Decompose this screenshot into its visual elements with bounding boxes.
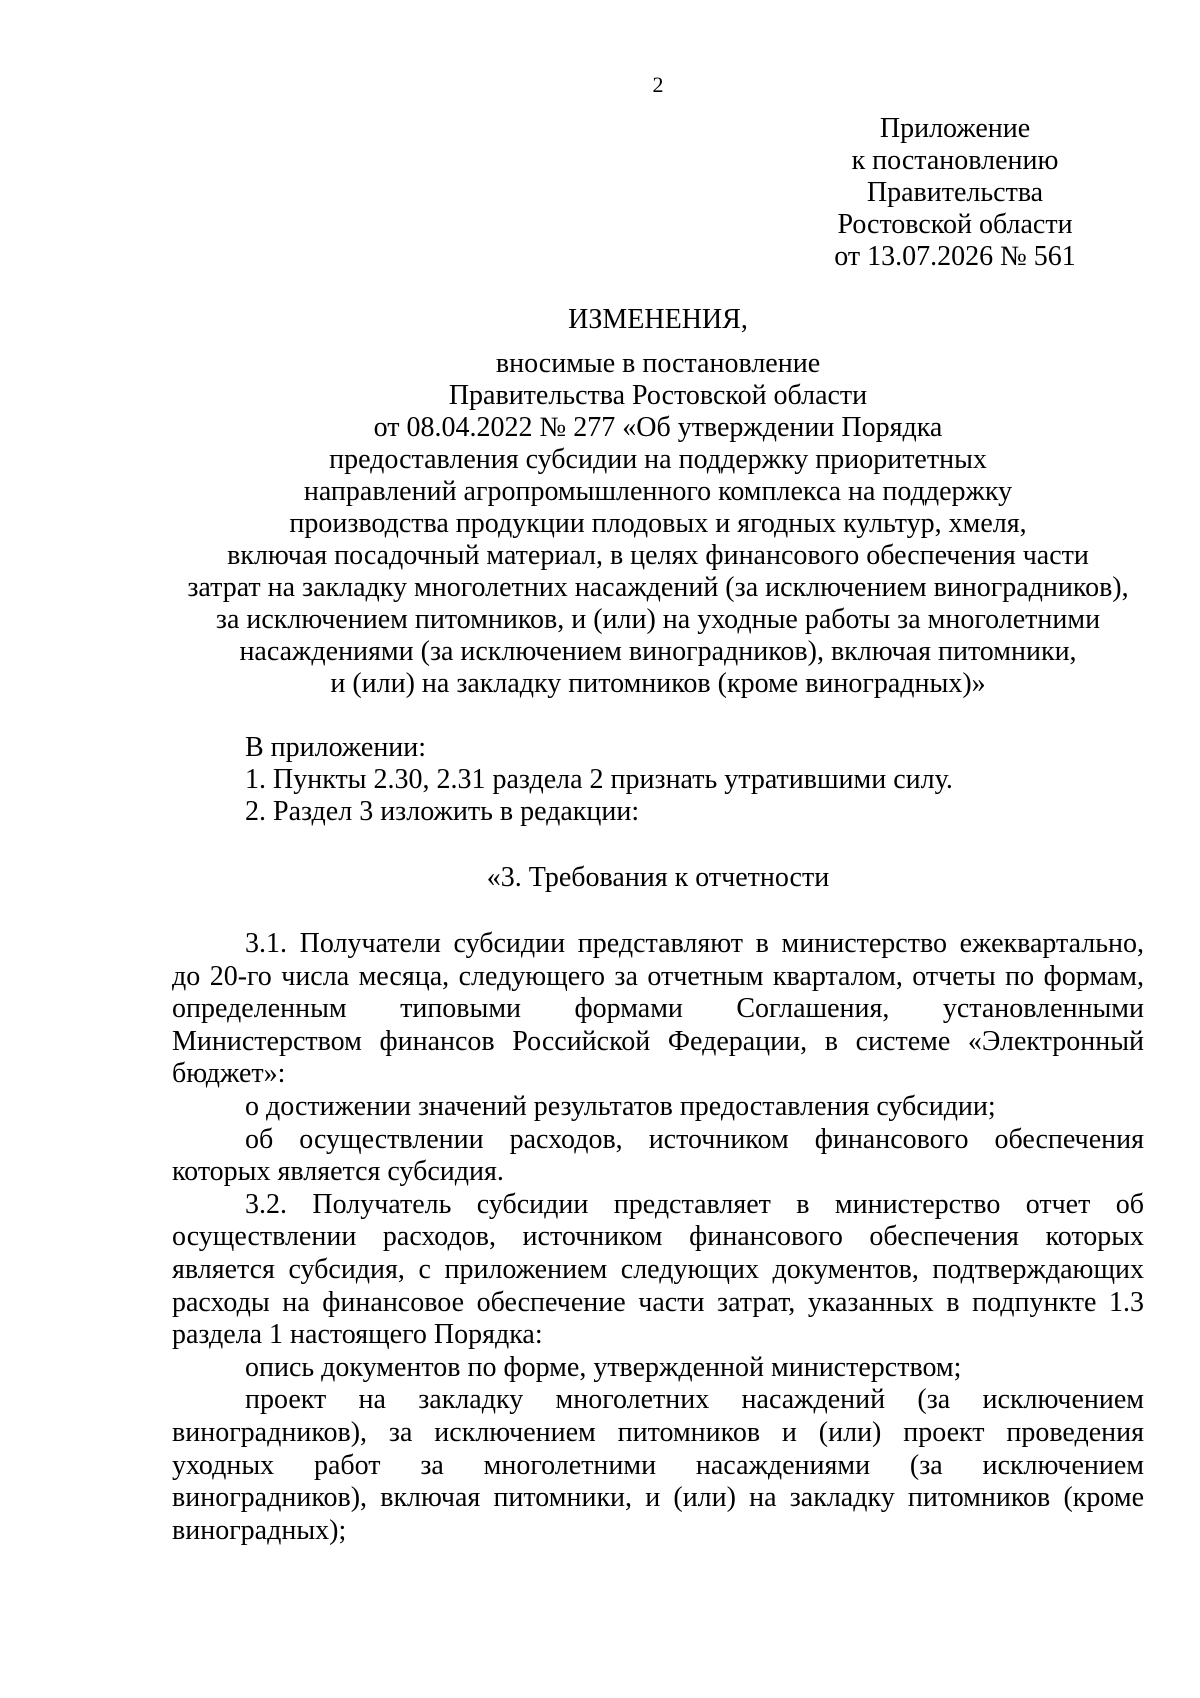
approval-line: от 13.07.2026 № 561 — [834, 241, 1076, 272]
title-line: Правительства Ростовской области — [448, 380, 868, 411]
paragraph: о достижении значений результатов предоставления субсидии; — [245, 1090, 996, 1122]
intro-line: В приложении: — [245, 732, 427, 763]
section-heading: «3. Требования к отчетности — [486, 862, 830, 893]
title-line: затрат на закладку многолетних насаждений (за исключением виноградников), — [187, 572, 1129, 603]
approval-line: Правительства — [866, 177, 1044, 208]
intro-item: 2. Раздел 3 изложить в редакции: — [245, 796, 640, 827]
title-line: от 08.04.2022 № 277 «Об утверждении Порядка — [373, 412, 943, 443]
page-number: 2 — [652, 72, 664, 97]
approval-block — [820, 113, 1090, 273]
title-line: предоставления субсидии на поддержку приоритетных — [329, 444, 987, 475]
title-line: насаждениями (за исключением виноградников), включая питомники, — [239, 636, 1077, 667]
title-line: вносимые в постановление — [495, 348, 821, 379]
title-line: и (или) на закладку питомников (кроме виноградных)» — [330, 668, 986, 699]
approval-line: Ростовской области — [837, 209, 1073, 240]
intro-block — [245, 732, 1145, 828]
paragraph: об осуществлении расходов, источником финансового обеспечения которых является субсидия. — [172, 1123, 1144, 1188]
approval-line: Приложение — [879, 113, 1031, 144]
paragraph: 3.1. Получатели субсидии представляют в министерство ежеквартально, до 20-го числа месяца, следующего за отчетным кварталом, отчеты по формам, определенным типовыми формами Соглашения, установленными Министерством финансов Российской Федерации, в системе «Электронный бюджет»: — [172, 928, 1144, 1090]
title-line: направлений агропромышленного комплекса на поддержку — [303, 476, 1013, 507]
title-line: включая посадочный материал, в целях финансового обеспечения части — [227, 540, 1089, 571]
title-heading: ИЗМЕНЕНИЯ, — [568, 304, 748, 335]
section-body — [172, 928, 1144, 1547]
paragraph: 3.2. Получатель субсидии представляет в министерство отчет об осуществлении расходов, источником финансового обеспечения которых является субсидия, с приложением следующих документов, подтверждающих расходы на финансовое обеспечение части затрат, указанных в подпункте 1.3 раздела 1 настоящего Порядка: — [172, 1188, 1144, 1351]
title-line: за исключением питомников, и (или) на уходные работы за многолетними — [215, 604, 1101, 635]
approval-line: к постановлению — [851, 145, 1059, 176]
title-line: производства продукции плодовых и ягодных культур, хмеля, — [289, 508, 1027, 539]
document-title — [100, 304, 1200, 700]
paragraph: опись документов по форме, утвержденной министерством; — [245, 1351, 962, 1383]
intro-item: 1. Пункты 2.30, 2.31 раздела 2 признать утратившими силу. — [245, 764, 953, 795]
paragraph: проект на закладку многолетних насаждений (за исключением виноградников), за исключением питомников и (или) проект проведения уходных работ за многолетними насаждениями (за исключением виноградников), включая питомники, и (или) на закладку питомников (кроме виноградных); — [172, 1384, 1144, 1546]
